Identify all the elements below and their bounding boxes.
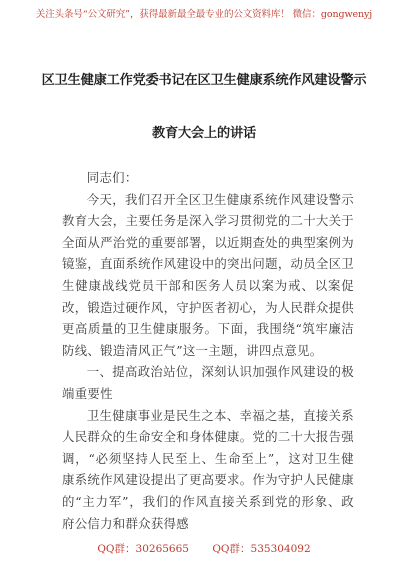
- section-heading: 一、提高政治站位，深刻认识加强作风建设的极端重要性: [62, 364, 354, 401]
- document-title-line-1: 区卫生健康工作党委书记在区卫生健康系统作风建设警示: [41, 73, 367, 88]
- qq-group-1: QQ群：30265665: [97, 543, 189, 555]
- body-paragraph: 卫生健康事业是民生之本、幸福之基，直接关系人民群众的生命安全和身体健康。党的二十大报告强调，“必须坚持人民至上、生命至上”，这对卫生健康系统作风建设提出了更高要求。作为守护人民健康的“主力军”，我们的作风直接关系到党的形象、政府公信力和群众获得感: [62, 407, 354, 531]
- promo-footer: [0, 541, 408, 556]
- promo-header: 关注头条号“公文研究”，获得最新最全最专业的公文资料库！ 微信：gongwenyj: [35, 9, 373, 20]
- document-body: [62, 167, 354, 534]
- qq-group-2: QQ群：535304092: [212, 543, 311, 555]
- salutation: 同志们：: [86, 170, 138, 185]
- body-paragraph: 今天，我们召开全区卫生健康系统作风建设警示教育大会，主要任务是深入学习贯彻党的二十大关于全面从严治党的重要部署，以近期查处的典型案例为镜鉴，直面系统作风建设中的突出问题，动员全区卫生健康战线党员干部和医务人员以案为戒、以案促改，锻造过硬作风，守护医者初心，为人民群众提供更高质量的卫生健康服务。下面，我围绕“筑牢廉洁防线、锻造清风正气”这一主题，讲四点意见。: [62, 191, 354, 358]
- document-title-line-2: 教育大会上的讲话: [152, 126, 256, 141]
